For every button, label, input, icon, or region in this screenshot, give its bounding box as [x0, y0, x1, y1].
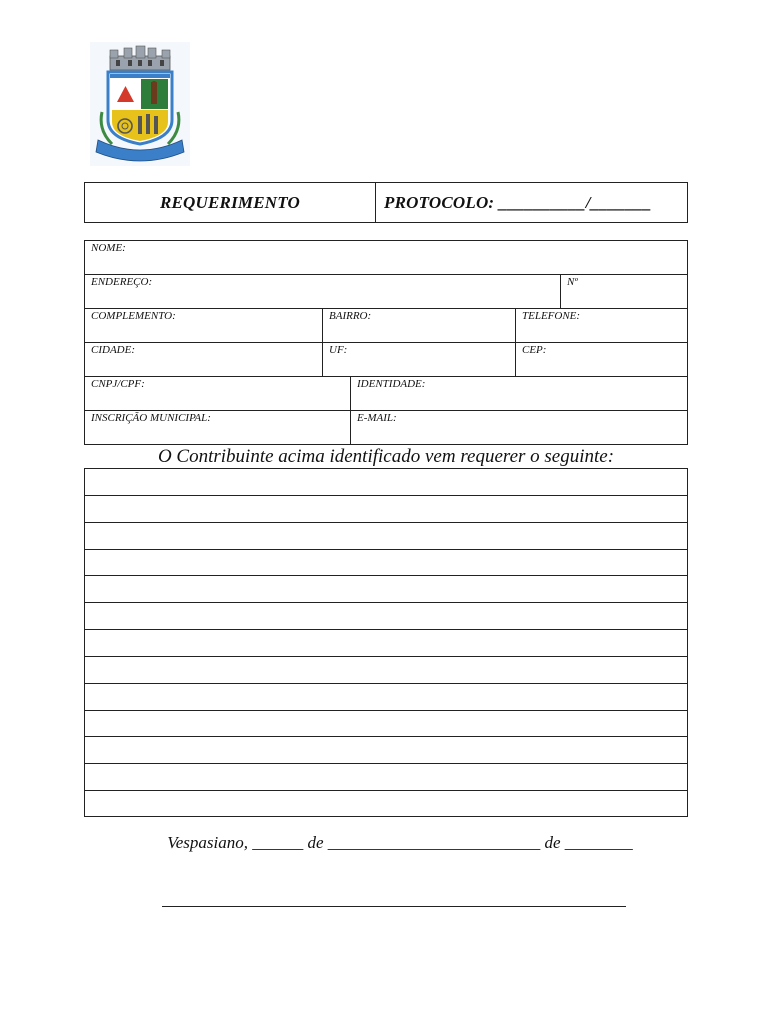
request-line[interactable]: [85, 737, 687, 764]
form-row-nome: [85, 241, 687, 275]
request-line[interactable]: [85, 711, 687, 738]
form-row-complemento: [85, 309, 687, 343]
request-line[interactable]: [85, 469, 687, 496]
endereco-field[interactable]: ENDEREÇO:: [91, 276, 153, 288]
cidade-field[interactable]: CIDADE:: [91, 344, 135, 356]
cnpj-cpf-field[interactable]: CNPJ/CPF:: [91, 378, 145, 390]
request-line[interactable]: [85, 523, 687, 550]
request-line[interactable]: [85, 603, 687, 630]
uf-field[interactable]: UF:: [322, 343, 515, 376]
complemento-field[interactable]: COMPLEMENTO:: [91, 310, 176, 322]
request-line[interactable]: [85, 684, 687, 711]
request-intro-text: O Contribuinte acima identificado vem requerer o seguinte:: [157, 446, 615, 467]
header-table: [84, 182, 688, 223]
cep-field[interactable]: CEP:: [515, 343, 687, 376]
form-row-cidade: [85, 343, 687, 377]
protocol-field[interactable]: PROTOCOLO: __________/_______: [384, 192, 652, 212]
identidade-field[interactable]: IDENTIDADE:: [350, 377, 687, 410]
request-line[interactable]: [85, 791, 687, 818]
numero-field[interactable]: Nº: [560, 275, 687, 308]
request-line[interactable]: [85, 550, 687, 577]
request-title: REQUERIMENTO: [85, 183, 376, 222]
request-line[interactable]: [85, 764, 687, 791]
applicant-form: [84, 240, 688, 445]
request-lines-area[interactable]: [84, 468, 688, 817]
signature-line[interactable]: [162, 906, 626, 907]
form-row-inscricao: [85, 411, 687, 444]
coat-of-arms-logo: [90, 42, 190, 166]
form-row-endereco: [85, 275, 687, 309]
bairro-field[interactable]: BAIRRO:: [322, 309, 515, 342]
inscricao-municipal-field[interactable]: INSCRIÇÃO MUNICIPAL:: [91, 412, 211, 424]
request-line[interactable]: [85, 496, 687, 523]
form-row-cnpj: [85, 377, 687, 411]
request-line[interactable]: [85, 630, 687, 657]
request-line[interactable]: [85, 576, 687, 603]
telefone-field[interactable]: TELEFONE:: [515, 309, 687, 342]
email-field[interactable]: E-MAIL:: [350, 411, 687, 444]
date-line[interactable]: Vespasiano, ______ de _________________________ de ________: [167, 833, 633, 852]
request-line[interactable]: [85, 657, 687, 684]
nome-field[interactable]: NOME:: [91, 242, 126, 254]
